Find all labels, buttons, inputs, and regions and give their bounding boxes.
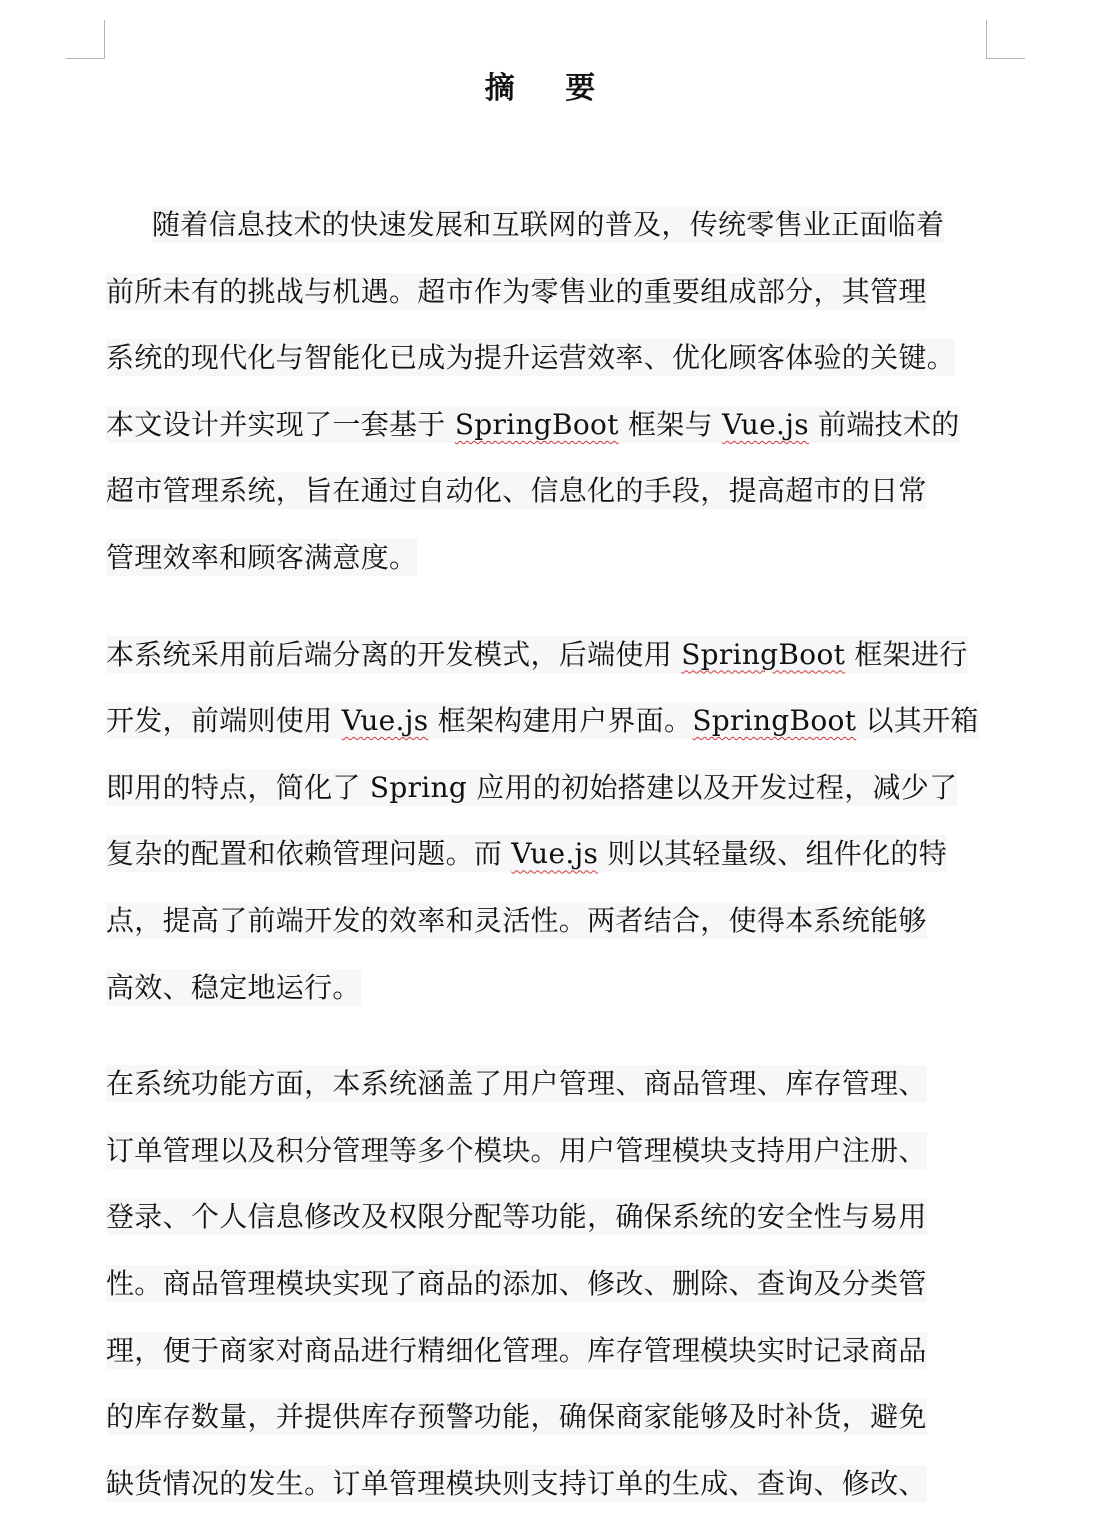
document-body[interactable] xyxy=(106,192,990,1517)
line-text xyxy=(106,273,927,310)
text-line xyxy=(106,622,990,689)
text-run: 框架与 xyxy=(618,407,723,441)
line-text xyxy=(106,1065,927,1102)
spellcheck-flagged-term: SpringBoot xyxy=(681,637,846,671)
paragraph xyxy=(106,1051,990,1517)
text-run: 开发，前端则使用 xyxy=(106,704,342,738)
line-text xyxy=(106,835,947,872)
line-text xyxy=(106,702,979,739)
line-text xyxy=(106,1332,927,1369)
text-line xyxy=(106,1318,990,1385)
page-corner-mark-top-left xyxy=(66,20,105,59)
line-text xyxy=(106,472,927,509)
line-text xyxy=(106,902,927,939)
text-run: 管理效率和顾客满意度。 xyxy=(106,540,418,574)
text-line xyxy=(106,259,990,326)
text-run: 复杂的配置和依赖管理问题。而 xyxy=(106,837,512,871)
text-line xyxy=(106,755,990,822)
line-text xyxy=(106,1132,927,1169)
text-line xyxy=(106,888,990,955)
page-corner-mark-top-right xyxy=(986,20,1025,59)
line-text xyxy=(106,769,957,806)
text-run: 超市管理系统，旨在通过自动化、信息化的手段，提高超市的日常 xyxy=(106,474,927,508)
line-text xyxy=(106,1198,927,1235)
text-line xyxy=(106,525,990,592)
text-line xyxy=(106,1451,990,1518)
text-line xyxy=(106,1051,990,1118)
text-line xyxy=(106,1118,990,1185)
text-run: 在系统功能方面，本系统涵盖了用户管理、商品管理、库存管理、 xyxy=(106,1067,927,1101)
text-run: 前所未有的挑战与机遇。超市作为零售业的重要组成部分，其管理 xyxy=(106,274,927,308)
line-text xyxy=(106,339,955,376)
text-run: 登录、个人信息修改及权限分配等功能，确保系统的安全性与易用 xyxy=(106,1200,927,1234)
text-line xyxy=(106,821,990,888)
paragraph xyxy=(106,192,990,592)
line-text xyxy=(106,1265,927,1302)
text-run: 框架构建用户界面。 xyxy=(428,704,693,738)
text-run: 性。商品管理模块实现了商品的添加、修改、删除、查询及分类管 xyxy=(106,1266,927,1300)
line-text xyxy=(106,636,968,673)
text-run: 缺货情况的发生。订单管理模块则支持订单的生成、查询、修改、 xyxy=(106,1466,927,1500)
line-text xyxy=(106,969,361,1006)
text-run: 以其开箱 xyxy=(856,704,979,738)
text-line xyxy=(106,192,990,259)
text-run: 前端技术的 xyxy=(808,407,960,441)
text-line xyxy=(106,955,990,1022)
text-line xyxy=(106,392,990,459)
line-text xyxy=(106,1465,927,1502)
text-run: 高效、稳定地运行。 xyxy=(106,970,361,1004)
line-text xyxy=(106,1398,927,1435)
text-run: 的库存数量，并提供库存预警功能，确保商家能够及时补货，避免 xyxy=(106,1400,927,1434)
text-line xyxy=(106,325,990,392)
document-title: 摘 要 xyxy=(484,71,616,106)
text-run: 订单管理以及积分管理等多个模块。用户管理模块支持用户注册、 xyxy=(106,1133,927,1167)
spellcheck-flagged-term: Vue.js xyxy=(722,407,809,441)
text-run: 系统的现代化与智能化已成为提升运营效率、优化顾客体验的关键。 xyxy=(106,341,956,375)
text-line xyxy=(106,688,990,755)
text-run: 本系统采用前后端分离的开发模式，后端使用 xyxy=(106,637,682,671)
text-run: 点，提高了前端开发的效率和灵活性。两者结合，使得本系统能够 xyxy=(106,903,927,937)
text-line xyxy=(106,1384,990,1451)
spellcheck-flagged-term: Vue.js xyxy=(511,837,599,871)
text-run: 本文设计并实现了一套基于 xyxy=(106,407,455,441)
text-line xyxy=(106,458,990,525)
text-run: 即用的特点，简化了 Spring 应用的初始搭建以及开发过程，减少了 xyxy=(106,770,958,804)
paragraph xyxy=(106,622,990,1022)
text-line xyxy=(106,1184,990,1251)
spellcheck-flagged-term: Vue.js xyxy=(341,704,429,738)
line-text xyxy=(152,206,944,243)
line-text xyxy=(106,406,960,443)
text-run: 则以其轻量级、组件化的特 xyxy=(598,837,948,871)
text-run: 框架进行 xyxy=(845,637,968,671)
text-run: 随着信息技术的快速发展和互联网的普及，传统零售业正面临着 xyxy=(152,208,945,241)
spellcheck-flagged-term: SpringBoot xyxy=(454,407,619,441)
text-run: 理，便于商家对商品进行精细化管理。库存管理模块实时记录商品 xyxy=(106,1333,927,1367)
spellcheck-flagged-term: SpringBoot xyxy=(692,704,857,738)
text-line xyxy=(106,1251,990,1318)
line-text xyxy=(106,539,417,576)
